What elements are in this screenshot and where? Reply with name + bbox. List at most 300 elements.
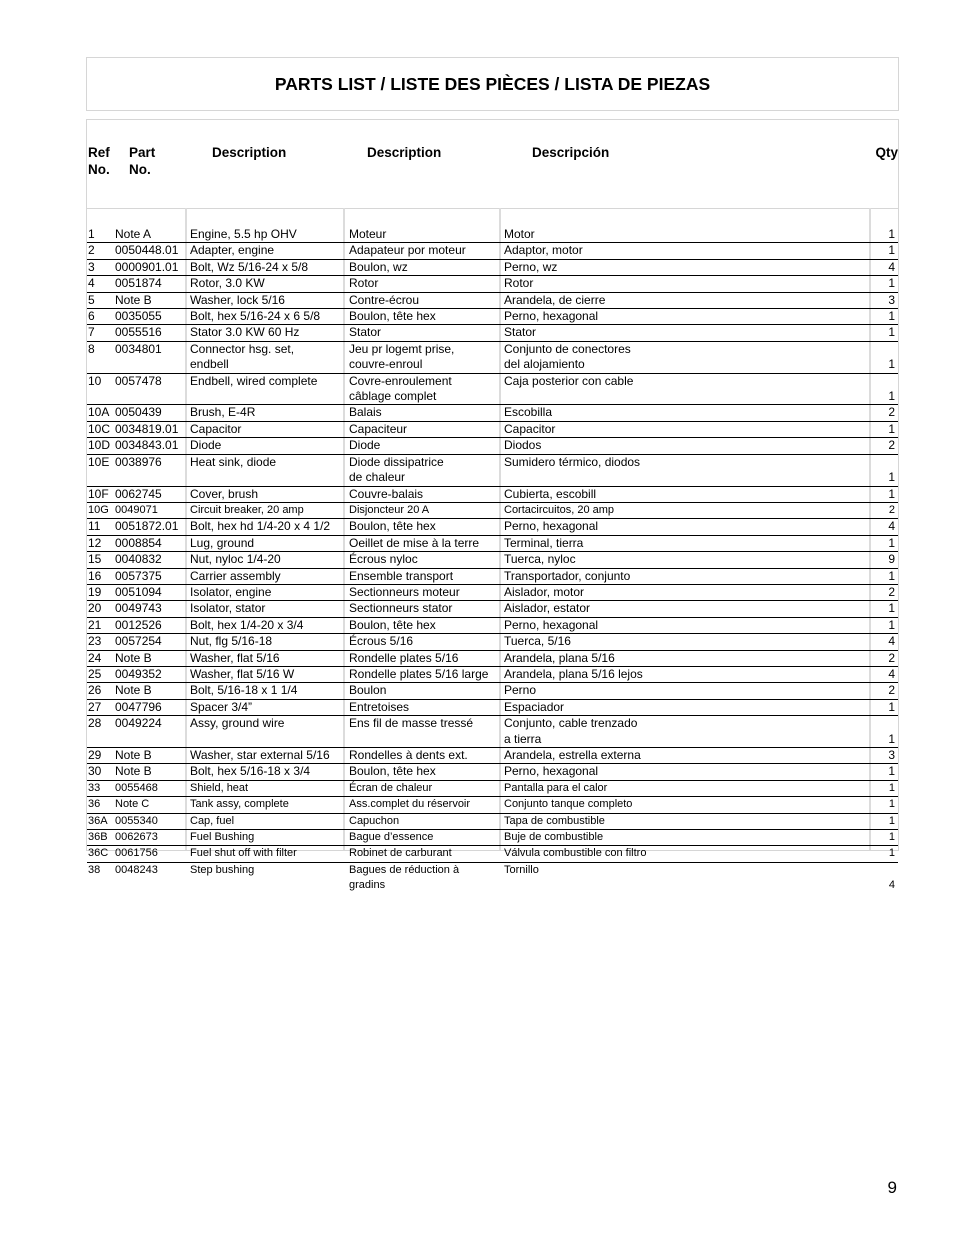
description-es-line: Arandela, estrella externa [504,748,641,762]
description-fr [343,421,499,437]
part-number: Note B [112,683,185,699]
ref-number: 15 [87,552,112,568]
quantity: 1 [869,699,898,715]
description-en [185,421,343,437]
description-fr [343,748,499,764]
part-number: 0062673 [112,830,185,846]
part-number: 0057254 [112,634,185,650]
description-en [185,243,343,259]
ref-number: 16 [87,568,112,584]
table-row [87,780,898,796]
table-row [87,502,898,518]
header-part: Part No. [129,145,156,177]
description-en [185,405,343,421]
quantity: 1 [869,325,898,341]
table-row [87,797,898,813]
quantity: 4 [869,666,898,682]
ref-number: 25 [87,666,112,682]
table-row [87,519,898,535]
description-fr-line: Boulon, tête hex [349,617,436,632]
description-en [185,862,343,893]
part-number: Note C [112,797,185,813]
part-number: 0051872.01 [112,519,185,535]
description-en [185,780,343,796]
description-fr-line: Rondelle plates 5/16 [349,650,459,665]
description-fr-line: Balais [349,405,382,420]
description-en-line: Washer, flat 5/16 [190,650,280,665]
header-description-en: Description [212,145,287,160]
description-es [499,716,869,748]
part-number: 0049224 [112,716,185,748]
table-row [87,259,898,275]
description-es-line: del alojamiento [504,357,585,372]
ref-number: 10A [87,405,112,421]
description-fr-line: câblage complet [349,389,437,404]
description-en-line: Lug, ground [190,535,255,550]
description-es-line: Cortacircuitos, 20 amp [504,503,615,516]
description-fr [343,813,499,829]
description-fr-line: Bague d’essence [349,831,434,844]
description-en-line: Bolt, hex 1/4-20 x 3/4 [190,617,304,632]
description-es [499,486,869,502]
ref-number: 26 [87,683,112,699]
description-es-line: Arandela, plana 5/16 [504,650,615,665]
description-en [185,764,343,780]
description-fr-line: Covre-enroulement [349,373,452,388]
description-fr [343,568,499,584]
table-row [87,716,898,748]
table-row [87,666,898,682]
table-row [87,292,898,308]
description-en-line: Tank assy, complete [190,798,289,811]
quantity: 1 [869,780,898,796]
description-en [185,259,343,275]
part-number: Note B [112,292,185,308]
description-en-line: Fuel Bushing [190,831,255,844]
description-fr [343,797,499,813]
ref-number: 30 [87,764,112,780]
description-en [185,309,343,325]
part-number: 0055468 [112,780,185,796]
description-en-line: Isolator, engine [190,584,272,599]
description-fr-line: Entretoises [349,699,410,714]
description-fr-line: Boulon [349,683,387,698]
table-row [87,309,898,325]
description-es-line: Cubierta, escobill [504,486,597,501]
description-es-line: Perno, wz [504,259,558,274]
description-es-line: Tornillo [504,863,539,876]
description-fr [343,650,499,666]
description-en [185,813,343,829]
ref-number: 7 [87,325,112,341]
quantity: 1 [869,373,898,405]
ref-number: 38 [88,863,101,876]
description-fr [343,846,499,862]
description-es-line: Buje de combustible [504,831,604,844]
quantity: 1 [869,568,898,584]
description-en-line: Circuit breaker, 20 amp [190,503,304,516]
description-es [499,341,869,373]
description-fr-line: Jeu pr logemt prise, [349,341,455,356]
description-fr-line: couvre-enroul [349,357,423,372]
description-en [185,292,343,308]
description-fr [343,227,499,243]
description-es [499,780,869,796]
description-es [499,519,869,535]
description-fr-line: Écran de chaleur [349,781,433,794]
title-box [86,57,899,111]
description-es [499,813,869,829]
description-fr [343,486,499,502]
description-es [499,421,869,437]
description-fr [343,502,499,518]
description-fr [343,634,499,650]
description-en [185,634,343,650]
ref-number: 10 [87,373,112,405]
part-number: 0049071 [112,502,185,518]
description-fr-line: gradins [349,879,386,892]
description-es [499,259,869,275]
description-es-line: Capacitor [504,421,556,436]
description-fr [343,325,499,341]
description-fr [343,341,499,373]
description-es-line: Perno, hexagonal [504,764,599,779]
description-es-line: Espaciador [504,699,565,714]
description-fr [343,666,499,682]
description-es-line: Arandela, plana 5/16 lejos [504,666,643,681]
description-en-line: Fuel shut off with filter [190,847,297,860]
quantity: 1 [869,813,898,829]
ref-number: 23 [87,634,112,650]
description-es [499,748,869,764]
description-en-line: Washer, lock 5/16 [190,292,285,307]
description-en-line: Diode [190,438,222,453]
description-fr [343,830,499,846]
description-en-line: Endbell, wired complete [190,373,318,388]
description-fr-line: Oeillet de mise à la terre [349,535,480,550]
table-row [87,634,898,650]
table-row [87,584,898,600]
description-fr-line: Ass.complet du réservoir [349,798,471,811]
table-row [87,341,898,373]
ref-number: 6 [87,309,112,325]
part-number: 0050448.01 [112,243,185,259]
description-es-line: Perno, hexagonal [504,617,599,632]
header-ref: Ref No. [88,145,110,177]
quantity: 1 [869,797,898,813]
description-fr-line: Robinet de carburant [349,847,452,860]
description-en [185,519,343,535]
description-es-line: Caja posterior con cable [504,373,634,388]
quantity: 1 [869,276,898,292]
description-en [185,325,343,341]
quantity: 2 [869,650,898,666]
description-es-line: Perno [504,683,537,698]
parts-table-box [86,119,899,892]
table-row [87,764,898,780]
table-row [87,325,898,341]
ref-number: 10C [88,421,111,436]
part-number: 0012526 [112,617,185,633]
part-number: 0055516 [112,325,185,341]
description-fr-line: Contre-écrou [349,292,420,307]
description-en [185,797,343,813]
description-en [185,748,343,764]
description-es-line: Rotor [504,276,534,291]
description-es-line: Perno, hexagonal [504,309,599,324]
description-es-line: Aislador, estator [504,601,591,616]
header-description-fr: Description [367,145,442,160]
ref-number: 36C [87,846,112,862]
description-fr-line: Boulon, tête hex [349,764,436,779]
parts-table-body [87,227,898,894]
description-es [499,276,869,292]
description-es [499,601,869,617]
table-row [87,813,898,829]
ref-number: 10G [87,502,112,518]
description-es-line: Arandela, de cierre [504,292,606,307]
table-row [87,535,898,551]
part-number: Note B [112,650,185,666]
quantity: 1 [869,486,898,502]
description-fr-line: Sectionneurs moteur [349,584,460,599]
description-es-line: Válvula combustible con filtro [504,847,647,860]
part-number: 0034801 [112,341,185,373]
description-fr-line: Ensemble transport [349,568,454,583]
description-en-line: Isolator, stator [190,601,266,616]
description-fr [343,292,499,308]
table-row [87,650,898,666]
description-en-line: Cap, fuel [190,814,235,827]
table-row [87,568,898,584]
description-fr-line: Diode [349,438,381,453]
description-fr [343,764,499,780]
quantity: 1 [869,243,898,259]
description-en [185,552,343,568]
description-fr-line: Diode dissipatrice [349,454,444,469]
description-en [185,486,343,502]
table-row [87,601,898,617]
description-fr [343,309,499,325]
description-es [499,830,869,846]
description-fr-line: Couvre-balais [349,486,424,501]
part-number: 0040832 [112,552,185,568]
ref-number: 12 [87,535,112,551]
part-number: 0047796 [112,699,185,715]
description-en [185,650,343,666]
quantity: 3 [869,748,898,764]
description-es-line: Pantalla para el calor [504,781,608,794]
table-row [87,405,898,421]
description-fr [343,519,499,535]
description-es [499,438,869,454]
part-number: 0048243 [115,863,158,876]
ref-number: 2 [87,243,112,259]
description-es [499,292,869,308]
part-number: 0034819.01 [112,421,185,437]
description-es-line: Diodos [504,438,542,453]
description-en-line: Washer, star external 5/16 [190,748,330,762]
quantity: 1 [869,421,898,437]
description-es [499,650,869,666]
description-es [499,454,869,486]
ref-number: 19 [87,584,112,600]
table-row [87,862,898,893]
part-number: 0049743 [112,601,185,617]
part-number: 0055340 [112,813,185,829]
quantity: 1 [869,716,898,748]
description-es [499,666,869,682]
table-row [87,552,898,568]
table-row [87,699,898,715]
description-es-line: Stator [504,325,537,340]
description-es-line: a tierra [504,731,542,746]
ref-number: 10D [88,438,111,453]
quantity: 2 [869,584,898,600]
description-fr [343,617,499,633]
description-en-line: Adapter, engine [190,243,275,258]
ref-number: 36B [87,830,112,846]
page-number: 9 [887,1178,897,1197]
description-en [185,699,343,715]
description-es-line: Conjunto de conectores [504,341,631,356]
table-row [87,373,898,405]
part-number: 0000901.01 [112,259,185,275]
description-en-line: Spacer 3/4” [190,699,253,714]
description-en-line: Shield, heat [190,781,249,794]
table-row [87,617,898,633]
description-fr [343,259,499,275]
description-fr [343,276,499,292]
quantity: 1 [869,617,898,633]
description-en [185,568,343,584]
description-en [185,716,343,748]
description-en [185,846,343,862]
description-en [185,830,343,846]
ref-number: 1 [87,227,112,243]
header-separator [87,208,898,209]
ref-number: 5 [87,292,112,308]
description-fr-line: Boulon, tête hex [349,309,436,324]
quantity: 4 [869,259,898,275]
description-en [185,454,343,486]
part-number: 0049352 [112,666,185,682]
table-row [87,830,898,846]
description-en-line: Brush, E-4R [190,405,256,420]
description-fr-line: Moteur [349,227,387,241]
description-es [499,683,869,699]
description-fr [343,716,499,748]
quantity: 4 [869,519,898,535]
description-es [499,535,869,551]
description-en [185,341,343,373]
quantity: 4 [888,879,895,892]
ref-number: 10E [87,454,112,486]
description-fr-line: Bagues de réduction à [349,863,460,876]
quantity: 2 [869,438,898,454]
quantity: 1 [869,309,898,325]
description-es [499,634,869,650]
description-en-line: Engine, 5.5 hp OHV [190,227,297,241]
description-es-line: Sumidero térmico, diodos [504,454,641,469]
ref-number: 33 [87,780,112,796]
description-en-line: Bolt, hex hd 1/4-20 x 4 1/2 [190,519,331,534]
description-fr [343,373,499,405]
description-en-line: Bolt, hex 5/16-18 x 3/4 [190,764,311,779]
quantity: 4 [869,634,898,650]
part-number: 0035055 [112,309,185,325]
description-fr [343,862,499,893]
description-fr-line: Rondelles à dents ext. [349,748,468,762]
description-es-line: Adaptor, motor [504,243,583,258]
header-description-es: Descripción [532,145,610,160]
ref-number: 29 [87,748,112,764]
description-en-line: Carrier assembly [190,568,281,583]
table-row [87,846,898,862]
description-es [499,584,869,600]
description-fr-line: Disjoncteur 20 A [349,503,430,516]
description-en-line: Connector hsg. set, [190,341,295,356]
part-number: 0034843.01 [112,438,185,454]
description-en-line: Assy, ground wire [190,716,285,731]
description-fr-line: Écrous 5/16 [349,634,414,649]
quantity: 1 [869,764,898,780]
quantity: 1 [869,341,898,373]
parts-table [87,227,898,894]
part-number: 0062745 [112,486,185,502]
quantity: 1 [869,535,898,551]
description-es [499,862,869,893]
part-number: 0050439 [112,405,185,421]
description-en [185,276,343,292]
description-en [185,438,343,454]
part-number: 0051094 [112,584,185,600]
description-es [499,405,869,421]
description-en-line: Heat sink, diode [190,454,277,469]
description-fr-line: Écrous nyloc [349,552,418,567]
description-fr-line: Capaciteur [349,421,408,436]
description-es-line: Motor [504,227,535,241]
description-fr [343,683,499,699]
quantity: 9 [869,552,898,568]
description-en [185,502,343,518]
description-fr-line: de chaleur [349,470,406,485]
description-es-line: Tuerca, nyloc [504,552,576,567]
description-en-line: Washer, flat 5/16 W [190,666,295,681]
table-row [87,454,898,486]
description-es [499,243,869,259]
quantity: 1 [869,846,898,862]
ref-number: 8 [87,341,112,373]
description-fr [343,552,499,568]
description-fr [343,584,499,600]
description-en [185,666,343,682]
description-fr-line: Boulon, tête hex [349,519,436,534]
part-number: 0057478 [112,373,185,405]
description-en [185,535,343,551]
description-en [185,601,343,617]
ref-number: 3 [87,259,112,275]
ref-number: 21 [87,617,112,633]
part-number: Note A [112,227,185,243]
part-number: 0008854 [112,535,185,551]
description-fr [343,454,499,486]
description-en-line: Nut, flg 5/16-18 [190,634,273,649]
description-es-line: Transportador, conjunto [504,568,631,583]
description-fr [343,780,499,796]
quantity: 2 [869,405,898,421]
table-row [87,227,898,243]
